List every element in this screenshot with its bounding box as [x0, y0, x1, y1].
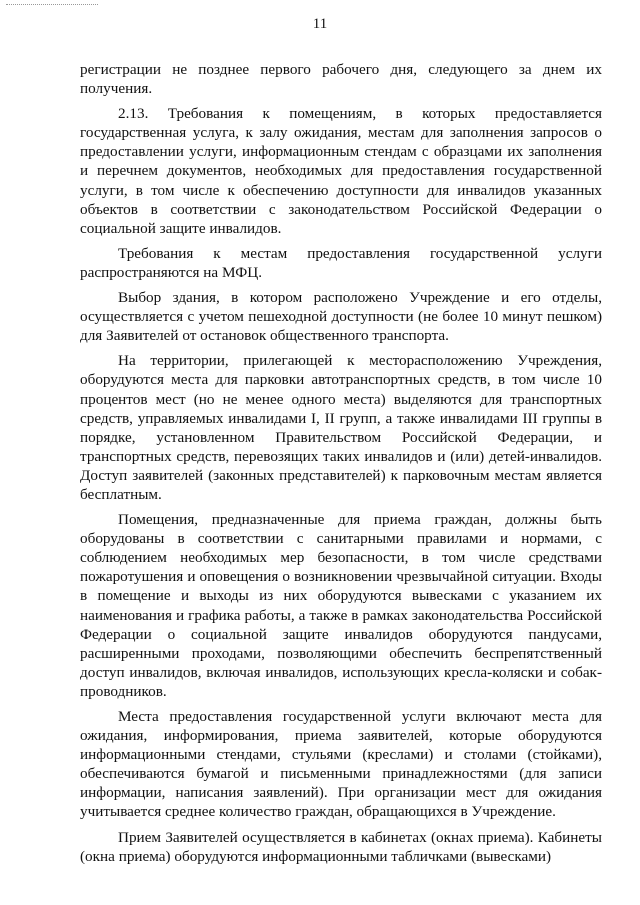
paragraph: На территории, прилегающей к месторасположению Учреждения, оборудуются места для парковки автотранспортных средств, в том числе 10 процентов мест (но не менее одного места) выделяются для транспортных средств, управляемых инвалидами I, II групп, а также инвалидами III группы в порядке, установленном Правительством Российской Федерации, и транспортных средств, перевозящих таких инвалидов и (или) детей-инвалидов. Доступ заявителей (законных представителей) к парковочным местам является бесплатным.: [80, 352, 602, 503]
paragraph: Требования к местам предоставления государственной услуги распространяются на МФЦ.: [80, 244, 602, 281]
paragraph: Места предоставления государственной услуги включают места для ожидания, информирования, приема заявителей, которые оборудуются информационными стендами, стульями (креслами) и столами (стойками), обеспечиваются бумагой и письменными принадлежностями (для записи информации, написания заявлений). При организации мест для ожидания учитывается среднее количество граждан, обращающихся в Учреждение.: [80, 708, 602, 821]
document-body: [80, 60, 602, 872]
paragraph: Помещения, предназначенные для приема граждан, должны быть оборудованы в соответствии с санитарными правилами и нормами, с соблюдением необходимых мер безопасности, в том числе средствами пожаротушения и оповещения о возникновении чрезвычайной ситуации. Входы в помещение и выходы из них оборудуются вывесками с указанием их наименования и графика работы, а также в рамках законодательства Российской Федерации о социальной защите инвалидов оборудуются пандусами, расширенными проходами, позволяющими обеспечить беспрепятственный доступ инвалидов, включая инвалидов, использующих кресла-коляски и собак-проводников.: [80, 511, 602, 700]
scan-corner-mark: [6, 4, 98, 11]
paragraph: Прием Заявителей осуществляется в кабинетах (окнах приема). Кабинеты (окна приема) оборудуются информационными табличками (вывесками): [80, 828, 602, 865]
paragraph: регистрации не позднее первого рабочего дня, следующего за днем их получения.: [80, 61, 602, 98]
paragraph: 2.13. Требования к помещениям, в которых предоставляется государственная услуга, к залу ожидания, местам для заполнения запросов о предоставлении услуги, информационным стендам с образцами их заполнения и перечнем документов, необходимых для предоставления государственной услуги, в том числе к обеспечению доступности для инвалидов указанных объектов в соответствии с законодательством Российской Федерации о социальной защите инвалидов.: [80, 105, 602, 237]
paragraph: Выбор здания, в котором расположено Учреждение и его отделы, осуществляется с учетом пешеходной доступности (не более 10 минут пешком) для Заявителей от остановок общественного транспорта.: [80, 289, 602, 345]
page-number: 11: [312, 16, 328, 32]
